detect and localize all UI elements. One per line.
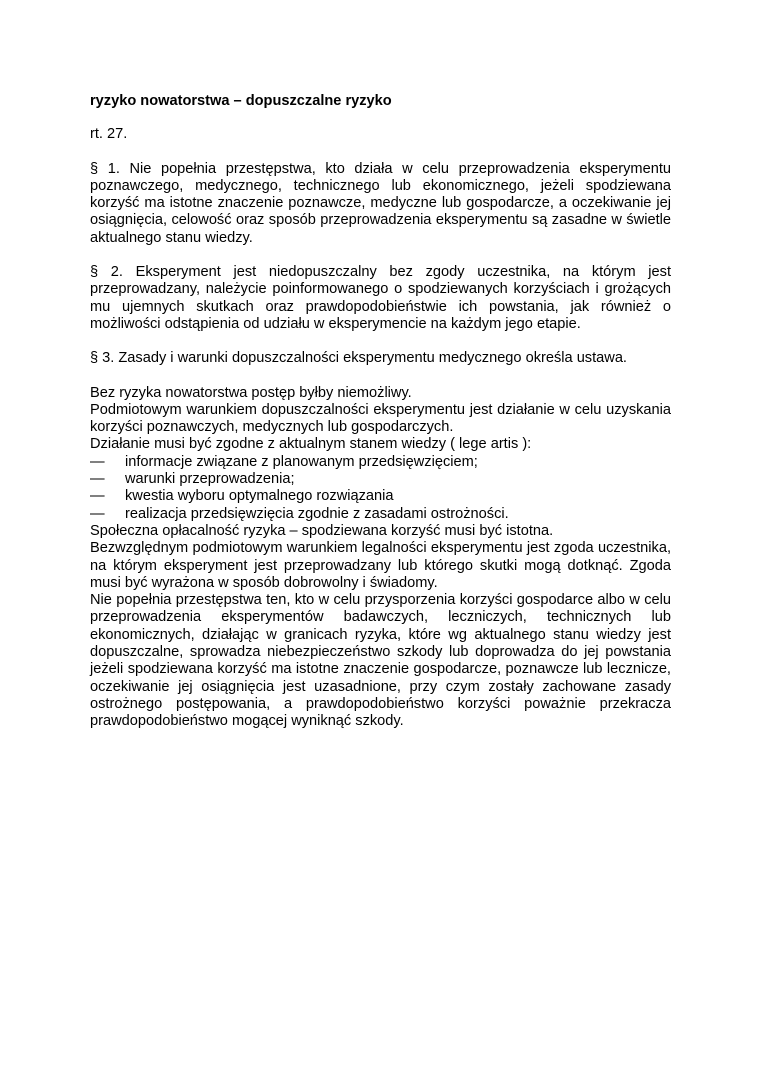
dash-bullet: — <box>90 453 105 470</box>
list-item <box>90 471 671 488</box>
list-item <box>90 488 671 505</box>
list-item-text: realizacja przedsięwzięcia zgodnie z zasadami ostrożności. <box>125 505 509 522</box>
commentary-line: Bezwzględnym podmiotowym warunkiem legalności eksperymentu jest zgoda uczestnika, na którym eksperyment jest przeprowadzany lub którego skutki mogą dotknąć. Zgoda musi być wyrażona w sposób dobrowolny i świadomy. <box>90 540 671 591</box>
commentary-line: Nie popełnia przestępstwa ten, kto w celu przysporzenia korzyści gospodarce albo w celu przeprowadzenia eksperymentów badawczych, leczniczych, technicznych lub ekonomicznych, działając w granicach ryzyka, które wg aktualnego stanu wiedzy jest dopuszczalne, sprowadza niebezpieczeństwo szkody lub doprowadza do jej powstania jeżeli spodziewana korzyść ma istotne znaczenie gospodarcze, poznawcze lub lecznicze, oczekiwanie jej osiągnięcia jest uzasadnione, przy czym zostały zachowane zasady ostrożnego postępowania, a prawdopodobieństwo korzyści poważnie przekracza prawdopodobieństwo mogącej wyniknąć szkody. <box>90 592 671 730</box>
dash-bullet: — <box>90 488 105 505</box>
paragraph-1: § 1. Nie popełnia przestępstwa, kto działa w celu przeprowadzenia eksperymentu poznawczego, medycznego, technicznego lub ekonomicznego, jeżeli spodziewana korzyść ma istotne znaczenie poznawcze, medyczne lub gospodarcze, a oczekiwanie jej osiągnięcia, celowość oraz sposób przeprowadzenia eksperymentu są zasadne w świetle aktualnego stanu wiedzy. <box>90 160 671 246</box>
commentary-line: Działanie musi być zgodne z aktualnym stanem wiedzy ( lege artis ): <box>90 436 532 453</box>
paragraph-3: § 3. Zasady i warunki dopuszczalności eksperymentu medycznego określa ustawa. <box>90 350 627 367</box>
list-item-text: kwestia wyboru optymalnego rozwiązania <box>125 488 394 505</box>
commentary-section <box>90 385 671 731</box>
list-item-text: informacje związane z planowanym przedsięwzięciem; <box>125 453 478 470</box>
list-item-text: warunki przeprowadzenia; <box>125 471 295 488</box>
requirements-list <box>90 454 671 523</box>
dash-bullet: — <box>90 505 105 522</box>
paragraph-2: § 2. Eksperyment jest niedopuszczalny bez zgody uczestnika, na którym jest przeprowadzany, należycie poinformowanego o spodziewanych korzyściach i grożących mu ujemnych skutkach oraz prawdopodobieństwie ich powstania, jak również o możliwości odstąpienia od udziału w eksperymencie na każdym jego etapie. <box>90 264 671 332</box>
document-body <box>90 93 671 731</box>
list-item <box>90 506 671 523</box>
document-title: ryzyko nowatorstwa – dopuszczalne ryzyko <box>90 93 392 109</box>
dash-bullet: — <box>90 471 105 488</box>
commentary-line: Społeczna opłacalność ryzyka – spodziewana korzyść musi być istotna. <box>90 522 554 539</box>
article-number: rt. 27. <box>90 126 128 143</box>
commentary-line: Podmiotowym warunkiem dopuszczalności eksperymentu jest działanie w celu uzyskania korzyści poznawczych, medycznych lub gospodarczych. <box>90 401 671 436</box>
list-item <box>90 454 671 471</box>
commentary-line: Bez ryzyka nowatorstwa postęp byłby niemożliwy. <box>90 384 412 401</box>
